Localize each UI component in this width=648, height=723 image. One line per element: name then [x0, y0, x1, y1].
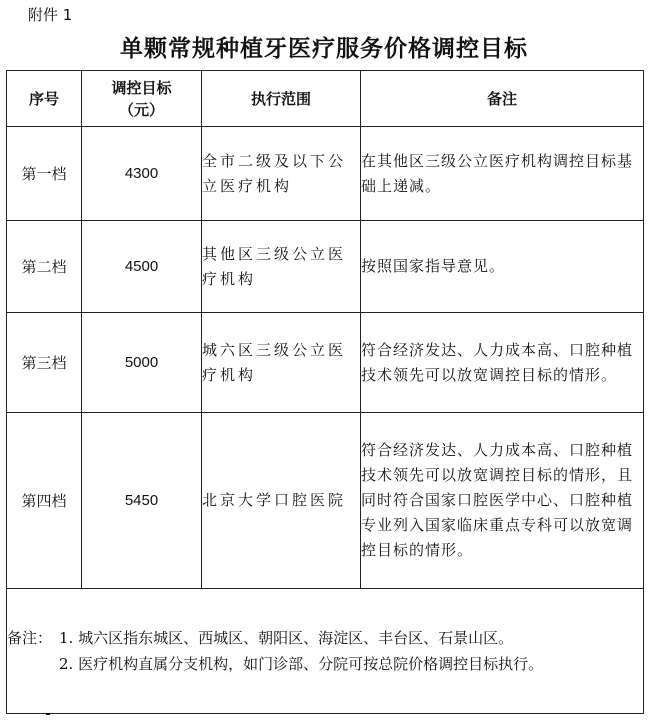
note-text: 2. 医疗机构直属分支机构，如门诊部、分院可按总院价格调控目标执行。 — [59, 655, 544, 673]
header-remark: 备注 — [361, 71, 644, 127]
remark-cell: 按照国家指导意见。 — [361, 221, 644, 313]
scope-cell: 全市二级及以下公立医疗机构 — [202, 127, 361, 221]
attachment-label: 附件 1 — [28, 6, 73, 24]
scope-cell: 北京大学口腔医院 — [202, 413, 361, 589]
notes-row — [7, 589, 644, 714]
remark-cell: 在其他区三级公立医疗机构调控目标基础上递减。 — [361, 127, 644, 221]
table-header-row — [7, 71, 644, 127]
table-row — [7, 413, 644, 589]
header-target-line1: 调控目标 — [111, 78, 172, 97]
notes-label: 备注： — [7, 629, 53, 647]
note-item — [7, 625, 643, 651]
table-row — [7, 221, 644, 313]
scope-cell: 其他区三级公立医疗机构 — [202, 221, 361, 313]
header-target-line2: （元） — [118, 100, 164, 119]
document-title: 单颗常规种植牙医疗服务价格调控目标 — [120, 36, 528, 62]
target-cell: 4500 — [82, 221, 202, 313]
tier-cell: 第二档 — [7, 221, 82, 313]
notes-cell — [7, 589, 644, 714]
tier-cell: 第一档 — [7, 127, 82, 221]
note-item — [7, 651, 643, 677]
table-row — [7, 127, 644, 221]
target-cell: 5450 — [82, 413, 202, 589]
header-tier: 序号 — [7, 71, 82, 127]
remark-cell: 符合经济发达、人力成本高、口腔种植技术领先可以放宽调控目标的情形。 — [361, 313, 644, 413]
remark-cell: 符合经济发达、人力成本高、口腔种植技术领先可以放宽调控目标的情形，且同时符合国家口腔医学中心、口腔种植专业列入国家临床重点专科可以放宽调控目标的情形。 — [361, 413, 644, 589]
note-text: 1. 城六区指东城区、西城区、朝阳区、海淀区、丰台区、石景山区。 — [59, 629, 514, 647]
header-scope: 执行范围 — [202, 71, 361, 127]
target-cell: 5000 — [82, 313, 202, 413]
price-target-table — [6, 70, 644, 714]
target-cell: 4300 — [82, 127, 202, 221]
table-row — [7, 313, 644, 413]
tier-cell: 第四档 — [7, 413, 82, 589]
tier-cell: 第三档 — [7, 313, 82, 413]
footer-mark — [46, 713, 50, 715]
scope-cell: 城六区三级公立医疗机构 — [202, 313, 361, 413]
header-target — [82, 71, 202, 127]
